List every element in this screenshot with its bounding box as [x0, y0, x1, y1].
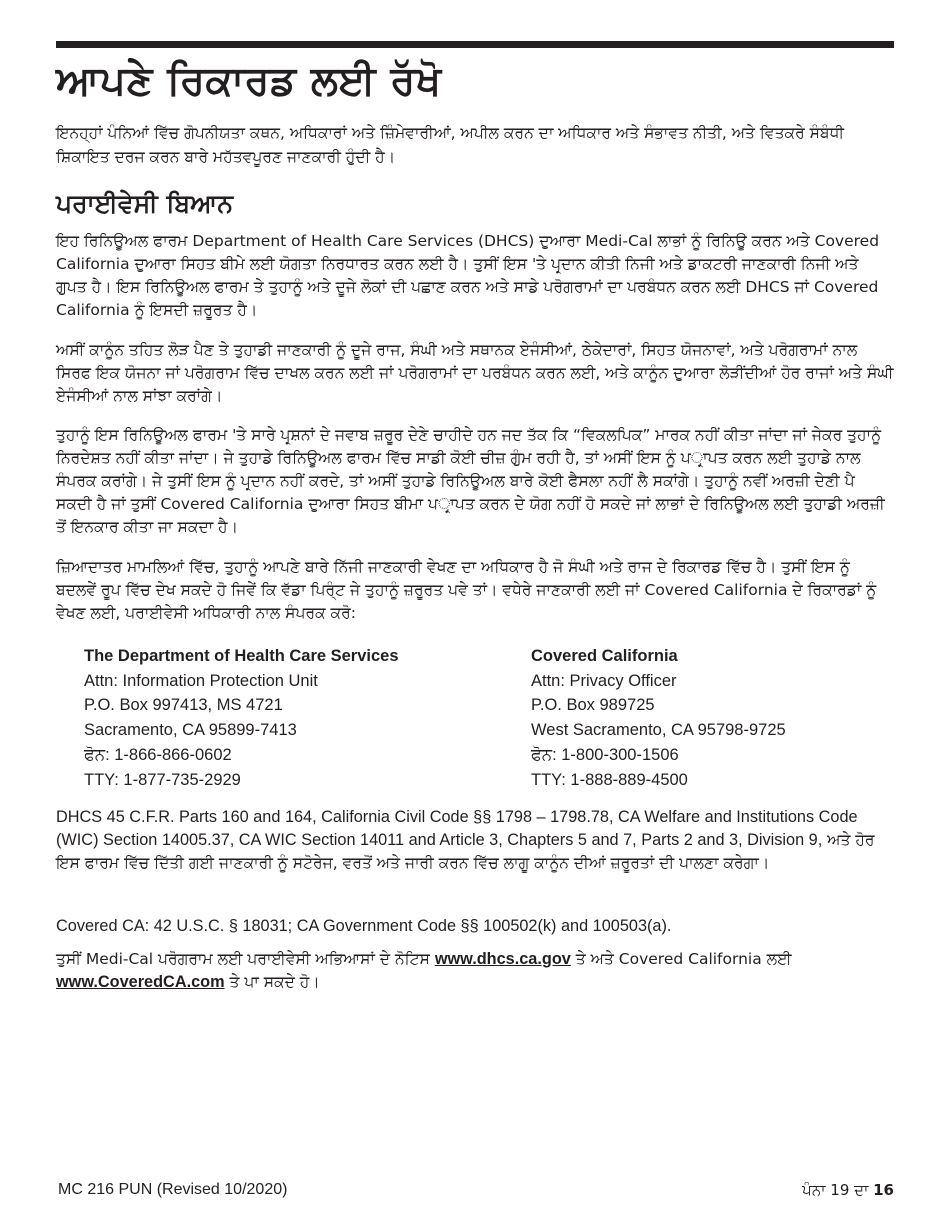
form-id: MC 216 PUN (Revised 10/2020)	[58, 1181, 288, 1198]
page-number	[802, 1180, 894, 1200]
notice-text-2: ਤੇ ਅਤੇ Covered California ਲਈ	[570, 950, 792, 968]
dhcs-po-box: P.O. Box 997413, MS 4721	[84, 696, 283, 715]
intro-paragraph: ਇਨਹ੍ਹਾਂ ਪੰਨਿਆਂ ਵਿੱਚ ਗੋਪਨੀਯਤਾ ਕਥਨ, ਅਧਿਕਾਰਾਂ ਅਤੇ ਜ਼ਿੰਮੇਵਾਰੀਆਂ, ਅਪੀਲ ਕਰਨ ਦਾ ਅਧਿਕਾਰ ਅਤੇ ਸੰਭਾਵਤ ਨੀਤੀ, ਅਤੇ ਵਿਤਕਰੇ ਸੰਬੰਧੀ ਸ਼ਿਕਾਇਤ ਦਰਜ ਕਰਨ ਬਾਰੇ ਮਹੱਤਵਪੂਰਣ ਜਾਣਕਾਰੀ ਹੁੰਦੀ ਹੈ।	[56, 124, 845, 166]
privacy-paragraph-1: ਇਹ ਰਿਨਿਊਅਲ ਫਾਰਮ Department of Health Care Services (DHCS) ਦੁਆਰਾ Medi-Cal ਲਾਭਾਂ ਨੂੰ ਰਿਨਿਊ ਕਰਨ ਅਤੇ Covered California ਦੁਆਰਾ ਸਿਹਤ ਬੀਮੇ ਲਈ ਯੋਗਤਾ ਨਿਰਧਾਰਤ ਕਰਨ ਲਈ ਹੈ। ਤੁਸੀਂ ਇਸ 'ਤੇ ਪਰ੍ਦਾਨ ਕੀਤੀ ਨਿਜੀ ਅਤੇ ਡਾਕਟਰੀ ਜਾਣਕਾਰੀ ਨਿਜੀ ਅਤੇ ਗੁਪਤ ਹੈ। ਇਸ ਰਿਨਿਊਅਲ ਫਾਰਮ ਤੇ ਤੁਹਾਨੂੰ ਅਤੇ ਦੂਜੇ ਲੋਕਾਂ ਦੀ ਪਛਾਣ ਕਰਨ ਅਤੇ ਸਾਡੇ ਪਰੋਗਰਾਮਾਂ ਦਾ ਪਰਬੰਧਨ ਕਰਨ ਲਈ DHCS ਜਾਂ Covered California ਨੂੰ ਇਸਦੀ ਜ਼ਰੂਰਤ ਹੈ।	[56, 232, 880, 319]
dhcs-website-link[interactable]: www.dhcs.ca.gov	[434, 950, 571, 968]
covered-ca-website-link[interactable]: www.CoveredCA.com	[56, 973, 225, 991]
page-number-prefix: ਪੰਨਾ 19 ਦਾ	[802, 1181, 874, 1199]
privacy-paragraph-3: ਤੁਹਾਨੂੰ ਇਸ ਰਿਨਿਊਅਲ ਫਾਰਮ 'ਤੇ ਸਾਰੇ ਪਰ੍ਸ਼ਨਾਂ ਦੇ ਜਵਾਬ ਜ਼ਰੂਰ ਦੇਣੇ ਚਾਹੀਦੇ ਹਨ ਜਦ ਤੱਕ ਕਿ “ਵਿਕਲਪਿਕ” ਮਾਰਕ ਨਹੀਂ ਕੀਤਾ ਜਾਂਦਾ ਜਾਂ ਜੇਕਰ ਤੁਹਾਨੂੰ ਨਿਰਦੇਸ਼ਤ ਨਹੀਂ ਕੀਤਾ ਜਾਂਦਾ। ਜੇ ਤੁਹਾਡੇ ਰਿਨਿਊਅਲ ਫਾਰਮ ਵਿੱਚ ਸਾਡੀ ਕੋਈ ਚੀਜ਼ ਗੁੰਮ ਰਹੀ ਹੈ, ਤਾਂ ਅਸੀਂ ਇਸ ਨੂੰ ਪਰ੍ਾਪਤ ਕਰਨ ਲਈ ਤੁਹਾਡੇ ਨਾਲ ਸੰਪਰਕ ਕਰਾਂਗੇ। ਜੇ ਤੁਸੀਂ ਇਸ ਨੂੰ ਪਰ੍ਦਾਨ ਨਹੀਂ ਕਰਦੇ, ਤਾਂ ਅਸੀਂ ਤੁਹਾਡੇ ਰਿਨਿਊਅਲ ਬਾਰੇ ਕੋਈ ਫੈਸਲਾ ਨਹੀਂ ਲੈ ਸਕਾਂਗੇ। ਤੁਹਾਨੂੰ ਨਵੀਂ ਅਰਜ਼ੀ ਦੇਣੀ ਪੈ ਸਕਦੀ ਹੈ ਜਾਂ ਤੁਸੀਂ Covered California ਦੁਆਰਾ ਸਿਹਤ ਬੀਮਾ ਪਰ੍ਾਪਤ ਕਰਨ ਦੇ ਯੋਗ ਨਹੀਂ ਹੋ ਸਕਦੇ ਜਾਂ ਲਾਭਾਂ ਦੇ ਰਿਨਿਊਅਲ ਲਈ ਤੁਹਾਡੀ ਅਰਜ਼ੀ ਤੋਂ ਇਨਕਾਰ ਕੀਤਾ ਜਾ ਸਕਦਾ ਹੈ।	[56, 426, 885, 536]
privacy-heading: ਪਰਾਈਵੇਸੀ ਬਿਆਨ	[56, 189, 233, 218]
page-number-total: 16	[873, 1181, 894, 1199]
contact-addresses	[84, 644, 884, 794]
dhcs-city: Sacramento, CA 95899-7413	[84, 721, 297, 740]
dhcs-contact-block	[84, 644, 514, 792]
page-title: ਆਪਣੇ ਰਿਕਾਰਡ ਲਈ ਰੱਖੋ	[56, 58, 442, 104]
privacy-paragraph-4: ਜ਼ਿਆਦਾਤਰ ਮਾਮਲਿਆਂ ਵਿੱਚ, ਤੁਹਾਨੂੰ ਆਪਣੇ ਬਾਰੇ ਨਿੱਜੀ ਜਾਣਕਾਰੀ ਵੇਖਣ ਦਾ ਅਧਿਕਾਰ ਹੈ ਜੋ ਸੰਘੀ ਅਤੇ ਰਾਜ ਦੇ ਰਿਕਾਰਡ ਵਿੱਚ ਹੈ। ਤੁਸੀਂ ਇਸ ਨੂੰ ਬਦਲਵੇਂ ਰੂਪ ਵਿੱਚ ਦੇਖ ਸਕਦੇ ਹੋ ਜਿਵੇਂ ਕਿ ਵੱਡਾ ਪਿਰ੍ੰਟ ਜੇ ਤੁਹਾਨੂੰ ਜ਼ਰੂਰਤ ਪਵੇ ਤਾਂ। ਵਧੇਰੇ ਜਾਣਕਾਰੀ ਲਈ ਜਾਂ Covered California ਦੇ ਰਿਕਾਰਡਾਂ ਨੂੰ ਵੇਖਣ ਲਈ, ਪਰਾਈਵੇਸੀ ਅਧਿਕਾਰੀ ਨਾਲ ਸੰਪਰਕ ਕਰੋ:	[56, 558, 877, 622]
covered-ca-city: West Sacramento, CA 95798-9725	[531, 721, 786, 740]
privacy-paragraph-2: ਅਸੀਂ ਕਾਨੂੰਨ ਤਹਿਤ ਲੋੜ ਪੈਣ ਤੇ ਤੁਹਾਡੀ ਜਾਣਕਾਰੀ ਨੂੰ ਦੂਜੇ ਰਾਜ, ਸੰਘੀ ਅਤੇ ਸਥਾਨਕ ਏਜੰਸੀਆਂ, ਠੇਕੇਦਾਰਾਂ, ਸਿਹਤ ਯੋਜਨਾਵਾਂ, ਅਤੇ ਪਰੋਗਰਾਮਾਂ ਨਾਲ ਸਿਰਫ ਇਕ ਯੋਜਨਾ ਜਾਂ ਪਰੋਗਰਾਮ ਵਿੱਚ ਦਾਖਲ ਕਰਨ ਲਈ ਜਾਂ ਪਰੋਗਰਾਮਾਂ ਦਾ ਪਰਬੰਧਨ ਕਰਨ ਲਈ, ਅਤੇ ਕਾਨੂੰਨ ਦੁਆਰਾ ਲੋੜੀਂਦੀਆਂ ਹੋਰ ਰਾਜਾਂ ਅਤੇ ਸੰਘੀ ਏਜੰਸੀਆਂ ਨਾਲ ਸਾਂਝਾ ਕਰਾਂਗੇ।	[56, 341, 894, 405]
covered-ca-attn: Attn: Privacy Officer	[531, 671, 677, 690]
dhcs-legal-citation	[56, 806, 894, 875]
covered-ca-tty: TTY: 1-888-889-4500	[531, 770, 688, 789]
dhcs-attn: Attn: Information Protection Unit	[84, 671, 318, 690]
covered-ca-name: Covered California	[531, 647, 678, 665]
dhcs-phone: ਫੋਨ: 1-866-866-0602	[84, 745, 232, 764]
notice-text-1: ਤੁਸੀਂ Medi-Cal ਪਰੋਗਰਾਮ ਲਈ ਪਰਾਈਵੇਸੀ ਅਭਿਆਸਾਂ ਦੇ ਨੋਟਿਸ	[56, 950, 435, 968]
covered-ca-phone: ਫੋਨ: 1-800-300-1506	[531, 745, 679, 764]
covered-ca-legal-citation	[56, 915, 894, 938]
dhcs-citation-punjabi: ਅਤੇ ਹੋਰ ਇਸ ਫਾਰਮ ਵਿੱਚ ਦਿੱਤੀ ਗਈ ਜਾਣਕਾਰੀ ਨੂੰ ਸਟੋਰੇਜ, ਵਰਤੋਂ ਅਤੇ ਜਾਰੀ ਕਰਨ ਵਿੱਚ ਲਾਗੂ ਕਾਨੂੰਨ ਦੀਆਂ ਜ਼ਰੂਰਤਾਂ ਦੀ ਪਾਲਣਾ ਕਰੇਗਾ।	[56, 831, 875, 872]
covered-ca-po-box: P.O. Box 989725	[531, 696, 655, 715]
top-rule	[56, 41, 894, 48]
privacy-notice-links-paragraph	[56, 948, 894, 994]
covered-ca-contact-block	[531, 644, 881, 792]
notice-text-3: ਤੇ ਪਾ ਸਕਦੇ ਹੋ।	[224, 973, 320, 991]
dhcs-name: The Department of Health Care Services	[84, 647, 399, 665]
document-page	[56, 0, 894, 1230]
dhcs-citation-english: DHCS 45 C.F.R. Parts 160 and 164, California Civil Code §§ 1798 – 1798.78, CA Welfare and Institutions Code (WIC) Section 14005.37, CA WIC Section 14011 and Article 3, Chapters 5 and 7, Parts 2 and 3, Division 9,	[56, 808, 858, 849]
dhcs-tty: TTY: 1-877-735-2929	[84, 770, 241, 789]
covered-citation-text: Covered CA: 42 U.S.C. § 18031; CA Government Code §§ 100502(k) and 100503(a).	[56, 917, 672, 935]
